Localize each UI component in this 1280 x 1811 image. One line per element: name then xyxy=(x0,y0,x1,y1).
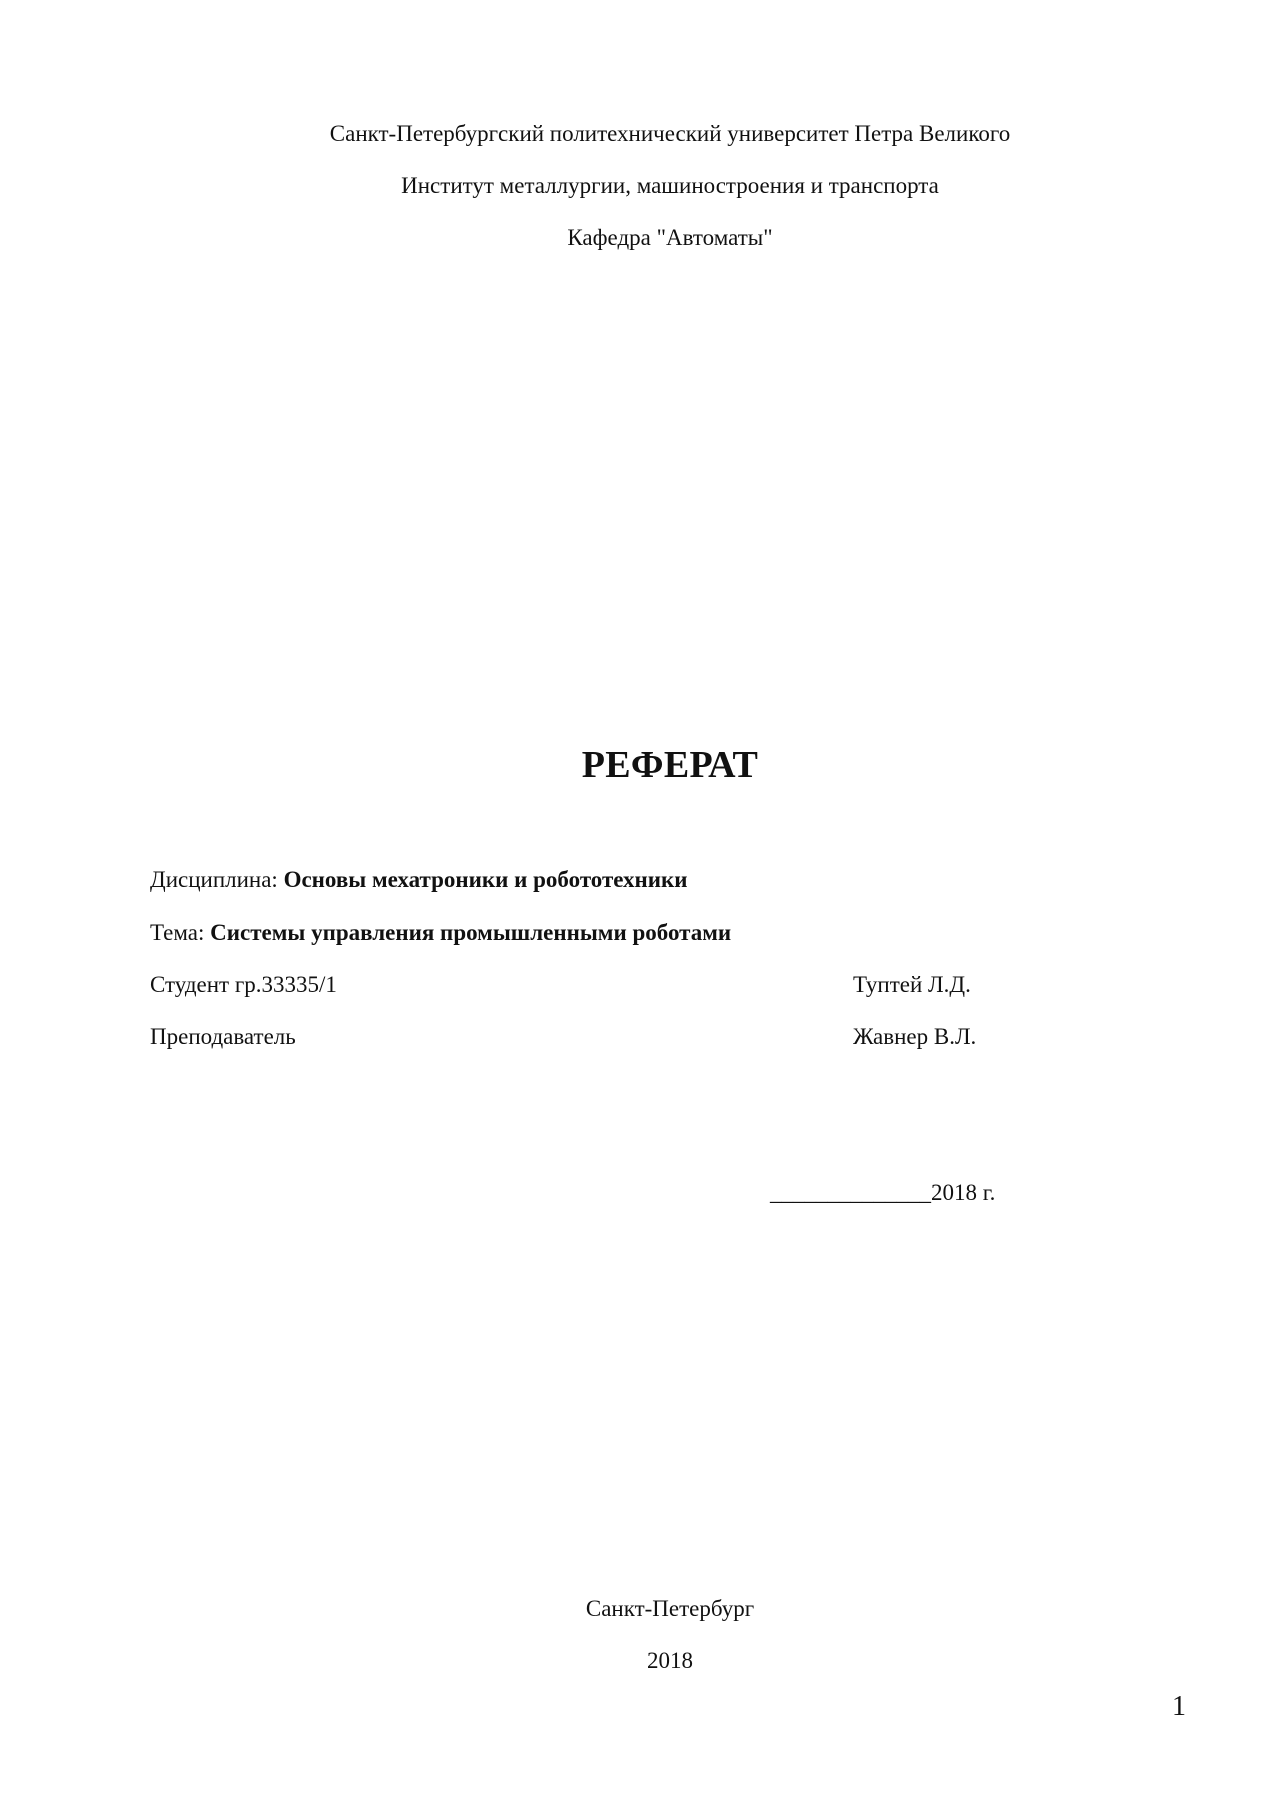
university-name: Санкт-Петербургский политехнический университет Петра Великого xyxy=(329,121,1011,146)
institute-name: Институт металлургии, машиностроения и транспорта xyxy=(401,173,939,198)
teacher-label: Преподаватель xyxy=(150,1024,296,1049)
discipline-label: Дисциплина: xyxy=(150,867,278,892)
teacher-name: Жавнер В.Л. xyxy=(853,1024,977,1049)
student-name: Туптей Л.Д. xyxy=(853,972,971,997)
discipline-line xyxy=(150,866,688,894)
discipline-value: Основы мехатроники и робототехники xyxy=(283,867,688,892)
student-label: Студент гр.33335/1 xyxy=(150,972,337,997)
topic-value: Системы управления промышленными роботами xyxy=(210,920,732,945)
document-title: РЕФЕРАТ xyxy=(581,744,759,786)
topic-line xyxy=(150,919,731,947)
date-signature-line: ______________2018 г. xyxy=(770,1180,996,1205)
department-name: Кафедра "Автоматы" xyxy=(567,225,773,250)
city: Санкт-Петербург xyxy=(585,1596,755,1621)
page-number: 1 xyxy=(1172,1691,1186,1722)
topic-label: Тема: xyxy=(150,920,205,945)
year: 2018 xyxy=(647,1648,693,1673)
